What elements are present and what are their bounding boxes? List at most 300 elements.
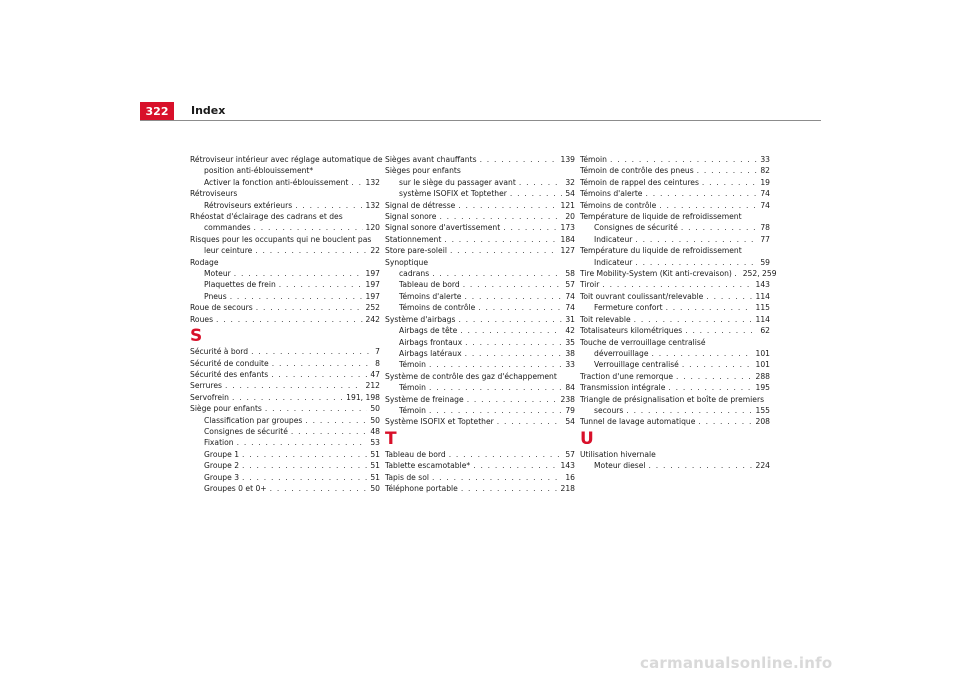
index-subentry — [385, 188, 575, 199]
index-page-reference: 197 — [365, 269, 380, 279]
index-column-3 — [580, 154, 777, 472]
index-subentry — [580, 405, 770, 416]
index-entry-label: Siège pour enfants — [190, 404, 262, 414]
index-entry-label: Système de freinage — [385, 394, 464, 404]
dot-leader — [659, 200, 757, 211]
index-subentry — [385, 177, 575, 188]
index-page-reference: 197 — [365, 291, 380, 301]
index-entry-label: Système de contrôle des gaz d'échappement — [385, 371, 557, 381]
index-subentry — [385, 325, 575, 336]
index-letter-heading: U — [580, 428, 594, 449]
dot-leader — [676, 371, 752, 382]
dot-leader — [460, 325, 562, 336]
index-page-reference: 115 — [755, 303, 770, 313]
index-entry-label: déverrouillage — [594, 348, 649, 358]
index-entry — [580, 154, 770, 165]
index-entry-label: Triangle de présignalisation et boîte de premiers — [580, 394, 765, 404]
index-entry-label: Témoin — [399, 360, 426, 370]
dot-leader — [255, 245, 367, 256]
index-page-reference: 35 — [565, 337, 575, 347]
index-entry-label: Airbags latéraux — [399, 348, 462, 358]
index-entry-label: Température de liquide de refroidissement — [580, 212, 742, 222]
index-entry-label: Témoin — [580, 155, 607, 164]
index-entry-label: Servofrein — [190, 392, 229, 402]
index-entry — [190, 314, 380, 325]
index-subentry — [190, 472, 380, 483]
index-page-reference: 57 — [565, 449, 575, 459]
index-entry — [385, 483, 575, 494]
index-subentry — [580, 348, 770, 359]
index-page-reference: 59 — [760, 257, 770, 267]
dot-leader — [242, 460, 367, 471]
index-page-reference: 74 — [565, 291, 575, 301]
index-page-reference: 132 — [365, 177, 380, 187]
index-page-reference: 132 — [365, 200, 380, 210]
dot-leader — [465, 337, 562, 348]
index-entry-label: Consignes de sécurité — [204, 426, 288, 436]
index-page-reference: 101 — [755, 360, 770, 370]
index-entry-label: Signal de détresse — [385, 200, 456, 210]
index-page-reference: 19 — [760, 177, 770, 187]
index-page-reference: 101 — [755, 348, 770, 358]
index-entry-label: Tiroir — [580, 280, 600, 290]
dot-leader — [634, 314, 753, 325]
dot-leader — [681, 222, 757, 233]
index-entry — [580, 211, 770, 222]
index-entry — [580, 337, 770, 348]
index-entry — [580, 279, 770, 290]
index-entry-label: Température du liquide de refroidissement — [580, 246, 742, 256]
index-entry-label: Signal sonore d'avertissement — [385, 223, 501, 233]
index-entry-label: Totalisateurs kilométriques — [580, 326, 683, 336]
index-entry-label: Plaquettes de frein — [204, 280, 276, 290]
dot-leader — [265, 403, 367, 414]
index-subentry — [580, 257, 770, 268]
index-entry-label: Traction d'une remorque — [580, 371, 674, 381]
index-entry-label: leur ceinture — [204, 246, 253, 256]
index-subentry — [385, 302, 575, 313]
index-entry-label: Roues — [190, 314, 214, 324]
index-entry — [385, 416, 575, 427]
index-entry-label: Fixation — [204, 438, 234, 448]
index-page-reference: 238 — [560, 394, 575, 404]
index-entry-label: Toit ouvrant coulissant/relevable — [580, 291, 704, 301]
index-entry-label: Groupes 0 et 0+ — [204, 483, 267, 493]
index-letter-heading: S — [190, 326, 203, 347]
index-entry-label: Signal sonore — [385, 212, 437, 222]
index-entry-label: Indicateur — [594, 234, 633, 244]
index-entry — [190, 380, 380, 391]
index-entry-label: commandes — [204, 223, 251, 233]
index-subentry — [580, 460, 770, 471]
dot-leader — [668, 382, 752, 393]
index-entry — [580, 188, 770, 199]
index-entry — [190, 234, 380, 245]
index-subentry — [385, 268, 575, 279]
index-entry — [190, 257, 380, 268]
index-entry-label: Activer la fonction anti-éblouissement — [204, 177, 349, 187]
index-entry-label: Roue de secours — [190, 303, 253, 313]
index-page-reference: 224 — [755, 461, 770, 471]
index-entry-label: Téléphone portable — [385, 483, 458, 493]
index-entry-label: Témoins d'alerte — [580, 189, 643, 199]
index-entry-label: Rétroviseurs — [190, 189, 238, 199]
index-entry-label: Sièges avant chauffants — [385, 155, 477, 164]
index-page-reference: 54 — [565, 189, 575, 199]
dot-leader — [702, 177, 757, 188]
index-entry-label: Sécurité des enfants — [190, 369, 269, 379]
index-entry-label: Groupe 3 — [204, 472, 240, 482]
index-entry-label: Moteur — [204, 269, 231, 279]
dot-leader — [519, 177, 562, 188]
index-entry-label: Touche de verrouillage centralisé — [580, 337, 706, 347]
index-page-reference: 50 — [370, 404, 380, 414]
index-letter-heading: T — [385, 428, 397, 449]
index-page-reference: 51 — [370, 449, 380, 459]
index-entry-label: Rhéostat d'éclairage des cadrans et des — [190, 212, 343, 222]
index-entry — [385, 314, 575, 325]
index-entry — [385, 154, 575, 165]
index-entry — [385, 472, 575, 483]
index-page-reference: 20 — [565, 212, 575, 222]
index-page-reference: 139 — [560, 155, 575, 164]
dot-leader — [510, 188, 562, 199]
index-entry — [580, 245, 770, 256]
index-subentry — [190, 165, 380, 176]
dot-leader — [216, 314, 362, 325]
index-entry-label: Système d'airbags — [385, 314, 456, 324]
index-page-reference: 252 — [365, 303, 380, 313]
index-entry — [385, 165, 575, 176]
index-page-reference: 8 — [375, 358, 380, 368]
dot-leader — [432, 268, 562, 279]
dot-leader — [291, 426, 367, 437]
index-subentry — [190, 426, 380, 437]
index-subentry — [190, 415, 380, 426]
index-entry-label: Témoins d'alerte — [399, 291, 462, 301]
index-subentry — [190, 483, 380, 494]
dot-leader — [503, 222, 557, 233]
index-page-reference: 212 — [365, 381, 380, 391]
index-entry — [385, 200, 575, 211]
index-entry-label: Rodage — [190, 257, 219, 267]
index-page-reference: 120 — [365, 223, 380, 233]
index-entry — [190, 403, 380, 414]
index-entry-label: Classification par groupes — [204, 415, 303, 425]
index-subentry — [580, 234, 770, 245]
dot-leader — [279, 279, 363, 290]
index-entry-label: Tableau de bord — [385, 449, 446, 459]
index-page-reference: 121 — [560, 200, 575, 210]
index-subentry — [580, 222, 770, 233]
dot-leader — [256, 302, 363, 313]
index-page-reference: 62 — [760, 326, 770, 336]
dot-leader — [635, 234, 757, 245]
index-entry — [190, 154, 383, 165]
page-number-badge — [140, 102, 174, 120]
index-entry — [385, 257, 575, 268]
dot-leader — [272, 358, 372, 369]
dot-leader — [635, 257, 757, 268]
index-page-reference: 57 — [565, 280, 575, 290]
index-page-reference: 114 — [755, 314, 770, 324]
index-entry — [190, 211, 380, 222]
index-entry-label: système ISOFIX et Toptether — [399, 189, 507, 199]
index-entry — [190, 369, 380, 380]
dot-leader — [429, 382, 562, 393]
index-page-reference: 143 — [755, 280, 770, 290]
index-entry-label: Rétroviseurs extérieurs — [204, 200, 293, 210]
index-page-reference: 38 — [565, 348, 575, 358]
index-entry-label: Toit relevable — [580, 314, 631, 324]
dot-leader — [682, 359, 753, 370]
index-entry — [385, 394, 575, 405]
index-entry-label: Store pare-soleil — [385, 246, 447, 256]
watermark: carmanualsonline.info — [640, 654, 833, 672]
section-title: Index — [191, 104, 226, 117]
dot-leader — [230, 291, 363, 302]
index-entry — [190, 346, 380, 357]
index-page-reference: 191, 198 — [346, 392, 380, 402]
dot-leader — [602, 279, 752, 290]
dot-leader — [467, 394, 558, 405]
index-entry-label: Témoins de contrôle — [580, 200, 657, 210]
dot-leader — [271, 369, 367, 380]
dot-leader — [464, 291, 562, 302]
index-entry-label: Tire Mobility-System (Kit anti-crevaison) . — [580, 269, 737, 279]
index-page-reference: 42 — [565, 326, 575, 336]
index-entry-label: Tapis de sol — [385, 472, 429, 482]
index-entry — [580, 268, 777, 279]
index-entry — [580, 291, 770, 302]
index-entry — [385, 245, 575, 256]
index-entry — [190, 188, 380, 199]
dot-leader — [449, 449, 563, 460]
index-page-reference: 143 — [560, 461, 575, 471]
index-entry — [580, 200, 770, 211]
index-page-reference: 242 — [365, 314, 380, 324]
dot-leader — [458, 200, 557, 211]
index-entry-label: Témoins de contrôle — [399, 303, 476, 313]
index-entry-label: Transmission intégrale — [580, 383, 666, 393]
index-entry — [190, 392, 380, 403]
dot-leader — [234, 268, 363, 279]
index-page-reference: 74 — [760, 189, 770, 199]
dot-leader — [685, 325, 757, 336]
dot-leader — [232, 392, 343, 403]
index-page-reference: 79 — [565, 405, 575, 415]
index-page-reference: 31 — [565, 314, 575, 324]
dot-leader — [666, 302, 753, 313]
index-page-reference: 22 — [370, 246, 380, 256]
index-page-reference: 54 — [565, 417, 575, 427]
index-page-reference: 53 — [370, 438, 380, 448]
index-entry-label: Tableau de bord — [399, 280, 460, 290]
index-entry-label: Moteur diesel — [594, 461, 646, 471]
index-page-reference: 127 — [560, 246, 575, 256]
index-entry — [580, 394, 770, 405]
index-entry-label: Groupe 1 — [204, 449, 240, 459]
dot-leader — [237, 437, 368, 448]
dot-leader — [626, 405, 752, 416]
index-entry — [580, 416, 770, 427]
index-subentry — [190, 460, 380, 471]
index-subentry — [190, 279, 380, 290]
index-page-reference: 195 — [755, 383, 770, 393]
index-entry — [580, 382, 770, 393]
index-subentry — [385, 279, 575, 290]
index-subentry — [385, 291, 575, 302]
index-page-reference: 197 — [365, 280, 380, 290]
index-subentry — [190, 449, 380, 460]
dot-leader — [463, 279, 563, 290]
index-subentry — [385, 348, 575, 359]
dot-leader — [225, 380, 363, 391]
index-page-reference: 47 — [370, 369, 380, 379]
index-page-reference: 32 — [565, 177, 575, 187]
index-entry-label: Airbags de tête — [399, 326, 458, 336]
dot-leader — [305, 415, 367, 426]
index-entry-label: Sécurité à bord — [190, 347, 249, 357]
index-page-reference: 218 — [560, 483, 575, 493]
index-page-reference: 33 — [565, 360, 575, 370]
index-page-reference: 184 — [560, 234, 575, 244]
index-page-reference: 114 — [755, 291, 770, 301]
index-entry-label: Indicateur — [594, 257, 633, 267]
index-entry-label: Airbags frontaux — [399, 337, 463, 347]
dot-leader — [429, 405, 562, 416]
index-subentry — [385, 359, 575, 370]
index-entry-label: Fermeture confort — [594, 303, 663, 313]
dot-leader — [432, 472, 562, 483]
dot-leader — [295, 200, 362, 211]
index-entry-label: Témoin — [399, 383, 426, 393]
index-entry-label: Tunnel de lavage automatique — [580, 417, 696, 427]
dot-leader — [461, 483, 558, 494]
index-entry-label: Sécurité de conduite — [190, 358, 269, 368]
index-page-reference: 51 — [370, 461, 380, 471]
index-subentry — [385, 337, 575, 348]
dot-leader — [439, 211, 562, 222]
dot-leader — [497, 416, 563, 427]
index-page-reference: 58 — [565, 269, 575, 279]
index-page-reference: 74 — [565, 303, 575, 313]
index-subentry — [190, 245, 380, 256]
dot-leader — [270, 483, 368, 494]
index-page-reference: 50 — [370, 415, 380, 425]
dot-leader — [465, 348, 563, 359]
index-entry-label: Utilisation hivernale — [580, 449, 656, 459]
page-number: 322 — [145, 104, 169, 118]
index-page-reference: 288 — [755, 371, 770, 381]
dot-leader — [649, 460, 753, 471]
index-column-2 — [385, 154, 575, 494]
dot-leader — [478, 302, 562, 313]
index-page-reference: 155 — [755, 405, 770, 415]
index-page-reference: 50 — [370, 483, 380, 493]
index-entry-label: cadrans — [399, 269, 430, 279]
dot-leader — [242, 472, 367, 483]
dot-leader — [429, 359, 562, 370]
dot-leader — [444, 234, 557, 245]
index-entry-label: Système ISOFIX et Toptether — [385, 417, 494, 427]
index-entry-label: Groupe 2 — [204, 461, 240, 471]
index-entry-label: Verrouillage centralisé — [594, 360, 679, 370]
index-entry-label: Témoin de rappel des ceintures — [580, 177, 699, 187]
dot-leader — [351, 177, 362, 188]
index-entry-label: Consignes de sécurité — [594, 223, 678, 233]
header-divider — [140, 120, 821, 121]
dot-leader — [450, 245, 558, 256]
index-entry — [385, 371, 575, 382]
index-page-reference: 82 — [760, 166, 770, 176]
index-page-reference: 252, 259 — [742, 269, 777, 279]
index-entry-label: Stationnement — [385, 234, 442, 244]
index-entry — [190, 302, 380, 313]
dot-leader — [254, 222, 363, 233]
dot-leader — [645, 188, 757, 199]
index-subentry — [580, 359, 770, 370]
index-page-reference: 33 — [760, 155, 770, 164]
index-entry-label: sur le siège du passager avant — [399, 177, 516, 187]
index-entry-label: Rétroviseur intérieur avec réglage automatique de — [190, 155, 383, 164]
index-page-reference: 7 — [375, 347, 380, 357]
dot-leader — [473, 460, 557, 471]
index-subentry — [190, 222, 380, 233]
index-entry-label: secours — [594, 405, 624, 415]
dot-leader — [706, 291, 752, 302]
index-subentry — [190, 200, 380, 211]
dot-leader — [698, 416, 752, 427]
index-subentry — [190, 268, 380, 279]
index-subentry — [385, 382, 575, 393]
index-subentry — [190, 177, 380, 188]
index-entry-label: Serrures — [190, 381, 222, 391]
index-page-reference: 48 — [370, 426, 380, 436]
index-column-1 — [190, 154, 383, 494]
index-entry — [580, 177, 770, 188]
index-page-reference: 51 — [370, 472, 380, 482]
index-entry — [190, 358, 380, 369]
dot-leader — [458, 314, 562, 325]
index-page-reference: 74 — [760, 200, 770, 210]
index-entry — [385, 449, 575, 460]
index-entry-label: Sièges pour enfants — [385, 166, 461, 176]
index-entry — [580, 371, 770, 382]
index-entry-label: Témoin — [399, 405, 426, 415]
index-page-reference: 84 — [565, 383, 575, 393]
index-entry-label: position anti-éblouissement* — [204, 166, 314, 176]
index-entry — [580, 165, 770, 176]
index-entry-label: Risques pour les occupants qui ne bouclent pas — [190, 234, 372, 244]
index-subentry — [580, 302, 770, 313]
dot-leader — [251, 346, 372, 357]
index-page-reference: 77 — [760, 234, 770, 244]
index-entry-label: Pneus — [204, 291, 227, 301]
index-entry — [385, 460, 575, 471]
index-entry-label: Témoin de contrôle des pneus — [580, 166, 694, 176]
index-entry — [580, 449, 770, 460]
index-entry — [580, 314, 770, 325]
index-entry — [385, 222, 575, 233]
index-page-reference: 173 — [560, 223, 575, 233]
dot-leader — [697, 165, 758, 176]
index-subentry — [190, 291, 380, 302]
index-entry-label: Tablette escamotable* — [385, 461, 471, 471]
dot-leader — [242, 449, 367, 460]
dot-leader — [652, 348, 753, 359]
index-subentry — [385, 405, 575, 416]
